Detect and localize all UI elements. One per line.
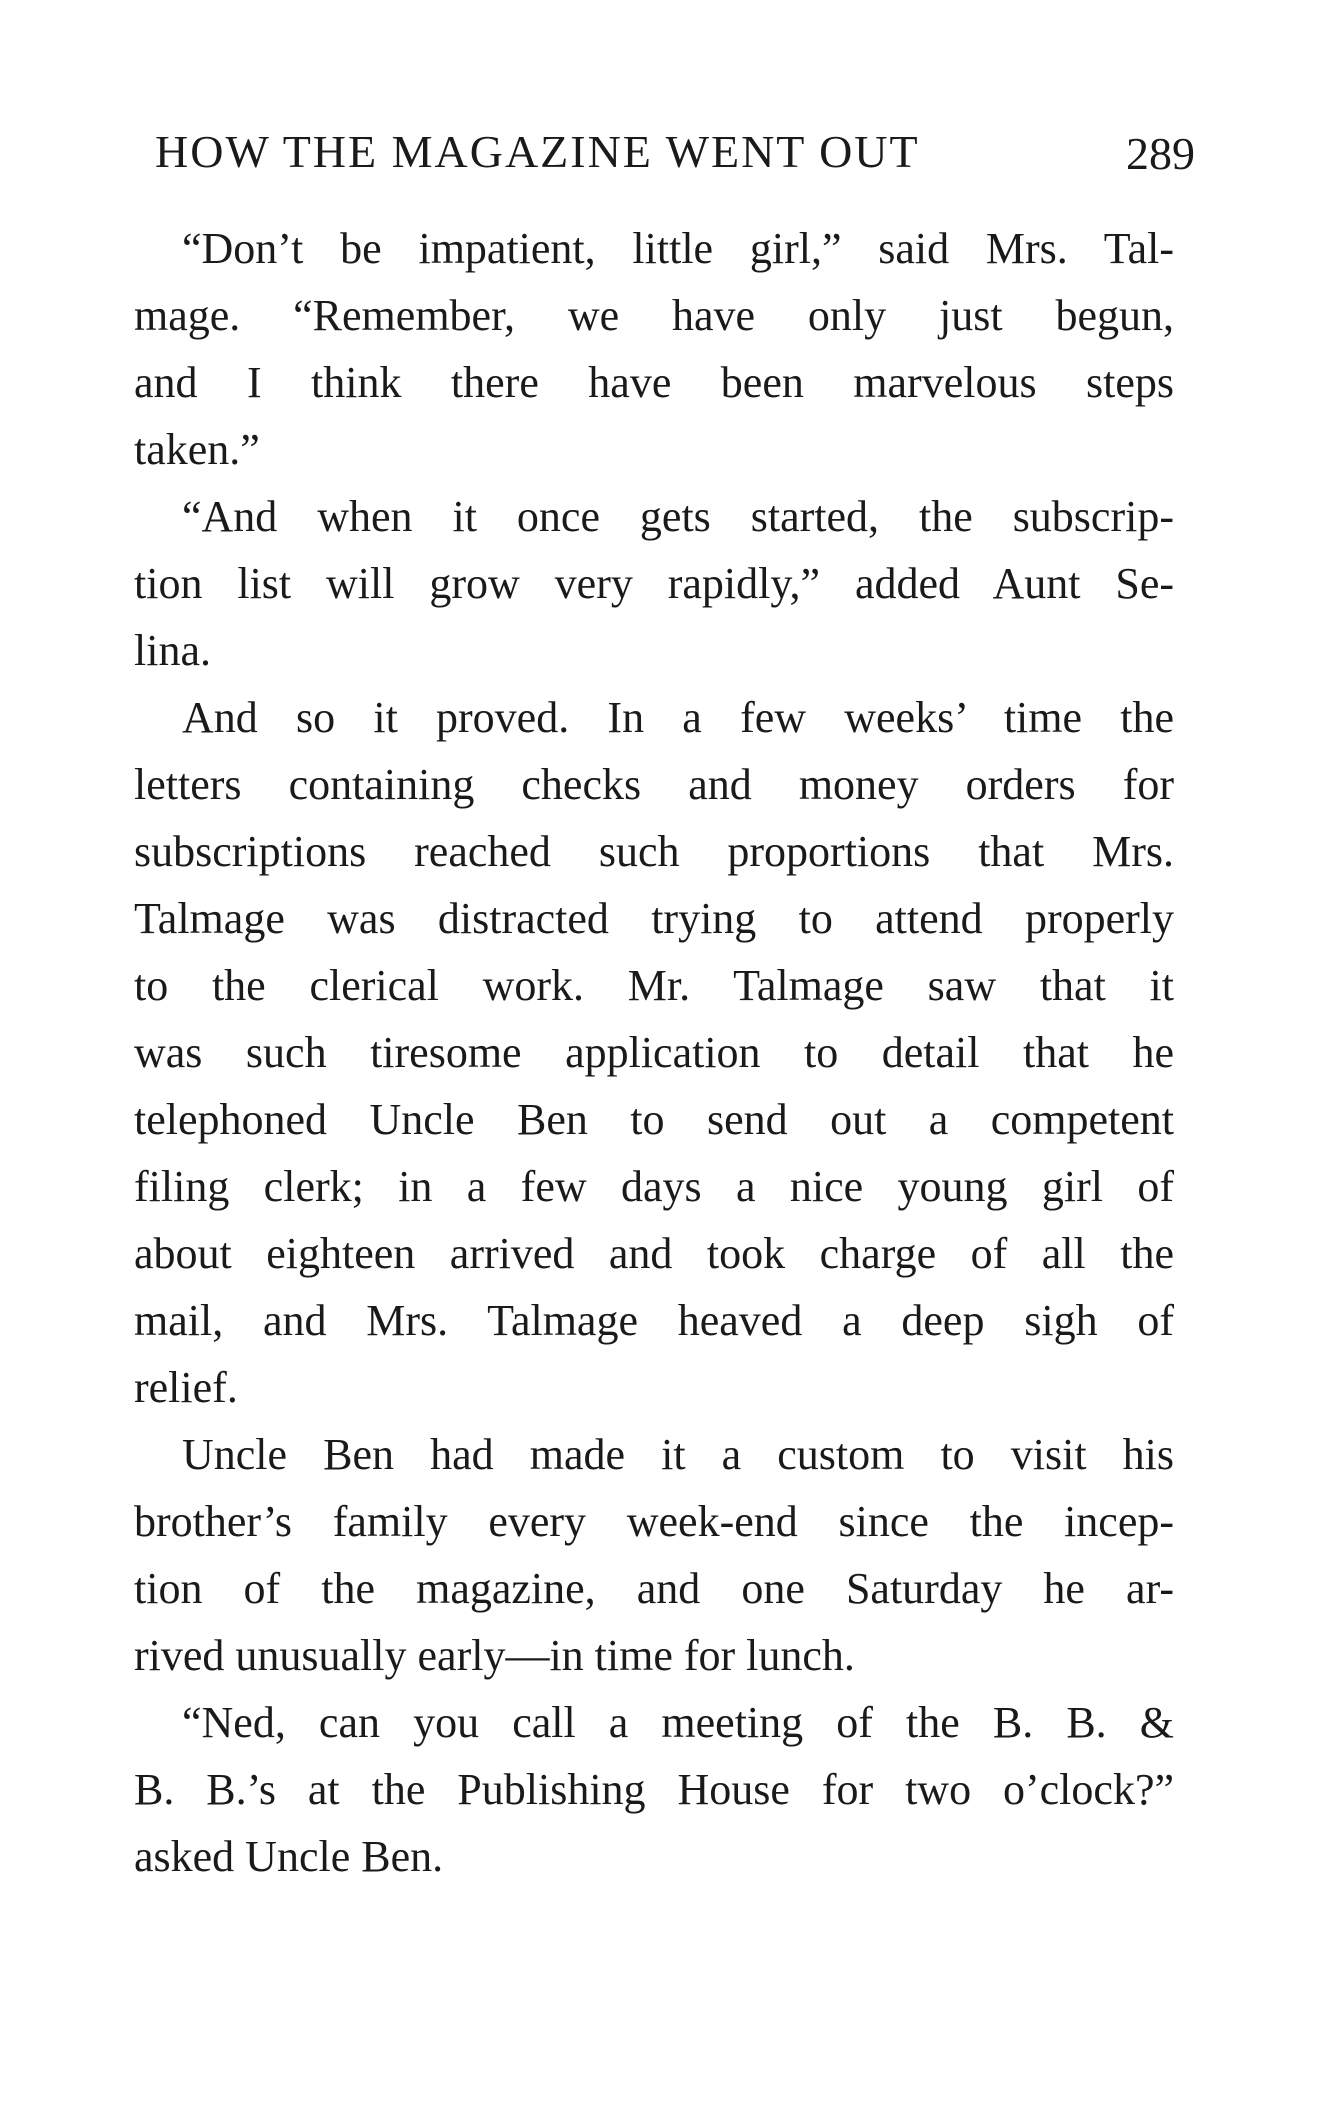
text-line: Uncle Ben had made it a custom to visit his	[182, 1430, 1174, 1479]
text-line: letters containing checks and money orders for	[134, 760, 1174, 809]
text-line: mage. “Remember, we have only just begun,	[134, 291, 1174, 340]
running-head	[155, 122, 1195, 182]
text-line: telephoned Uncle Ben to send out a competent	[134, 1095, 1174, 1144]
text-line: “Don’t be impatient, little girl,” said Mrs. Tal-	[182, 224, 1174, 273]
text-line: “And when it once gets started, the subscrip-	[182, 492, 1174, 541]
text-line: subscriptions reached such proportions that Mrs.	[134, 827, 1174, 876]
text-line: B. B.’s at the Publishing House for two o’clock?”	[134, 1765, 1174, 1814]
text-line: brother’s family every week-end since the incep-	[134, 1497, 1174, 1546]
running-title: HOW THE MAGAZINE WENT OUT	[155, 126, 920, 177]
text-line: mail, and Mrs. Talmage heaved a deep sigh of	[134, 1296, 1174, 1345]
text-line: Talmage was distracted trying to attend properly	[134, 894, 1174, 943]
text-line: to the clerical work. Mr. Talmage saw that it	[134, 961, 1174, 1010]
text-line: rived unusually early—in time for lunch.	[134, 1631, 855, 1680]
text-line: “Ned, can you call a meeting of the B. B. &	[182, 1698, 1174, 1747]
text-line: relief.	[134, 1363, 238, 1412]
text-line: tion of the magazine, and one Saturday he ar-	[134, 1564, 1174, 1613]
text-line: asked Uncle Ben.	[134, 1832, 444, 1881]
text-line: and I think there have been marvelous steps	[134, 358, 1174, 407]
text-line: tion list will grow very rapidly,” added Aunt Se-	[134, 559, 1174, 608]
text-line: was such tiresome application to detail that he	[134, 1028, 1174, 1077]
page-number: 289	[1126, 128, 1195, 179]
text-line: filing clerk; in a few days a nice young girl of	[134, 1162, 1174, 1211]
text-line: taken.”	[134, 425, 260, 474]
text-line: about eighteen arrived and took charge of all the	[134, 1229, 1174, 1278]
text-line: lina.	[134, 626, 211, 675]
text-line: And so it proved. In a few weeks’ time the	[182, 693, 1174, 742]
